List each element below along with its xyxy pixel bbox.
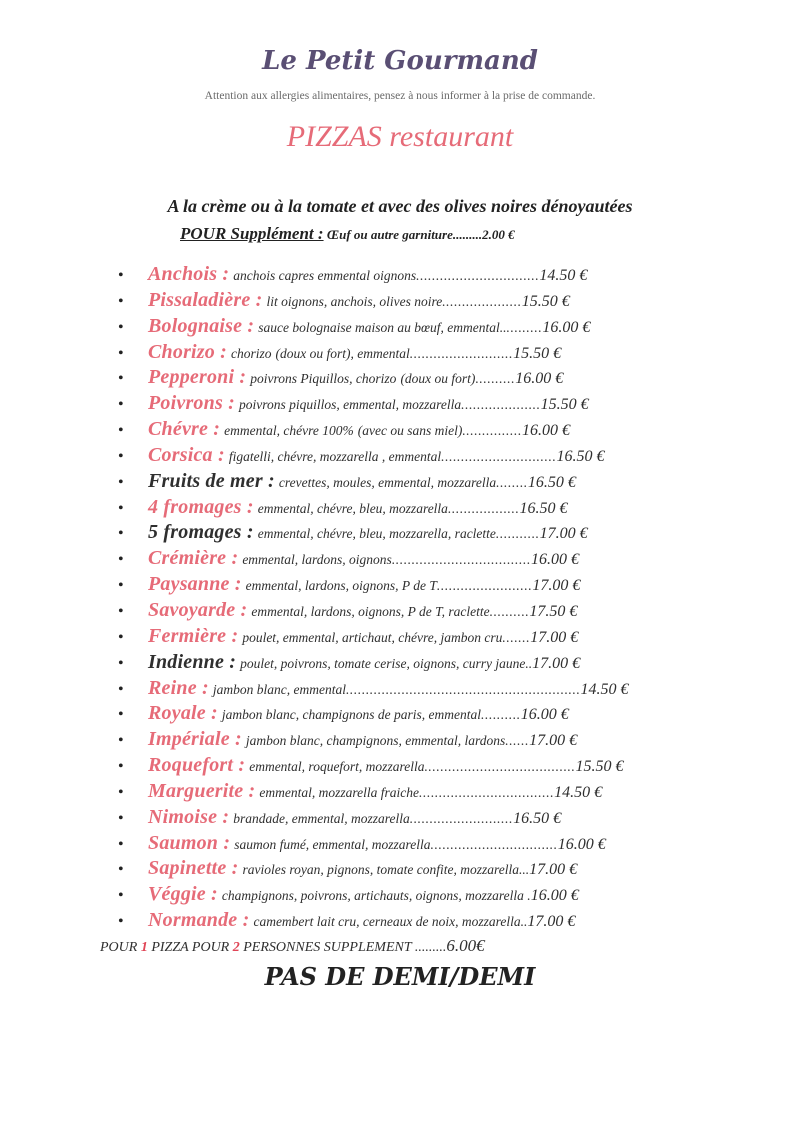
- pizza-description: figatelli, chévre, mozzarella , emmental: [228, 448, 442, 464]
- pizza-note: (doux ou fort): [400, 371, 476, 387]
- pizza-name: Roquefort :: [148, 754, 246, 777]
- pizza-list: [118, 262, 718, 934]
- list-item: [118, 520, 718, 546]
- list-item: [118, 572, 718, 598]
- list-item: [118, 314, 718, 340]
- pizza-description: emmental, roquefort, mozzarella: [249, 759, 425, 775]
- list-item: [118, 469, 718, 495]
- footer-price: 6.00€: [446, 936, 485, 955]
- pizza-name: Savoyarde :: [148, 598, 248, 621]
- bullet-icon: •: [118, 680, 124, 698]
- leader-dots: ..................................: [419, 784, 555, 800]
- pizza-description: poulet, poivrons, tomate cerise, oignons, curry jaune..: [240, 655, 533, 671]
- pizza-note: (doux ou fort): [275, 345, 351, 361]
- bullet-icon: •: [118, 861, 124, 879]
- pizza-name: Indienne :: [148, 650, 237, 673]
- bullet-icon: •: [118, 292, 124, 310]
- pizza-description: poivrons Piquillos, chorizo: [250, 371, 397, 387]
- pizza-price: 15.50 €: [575, 758, 624, 776]
- pizza-name: Marguerite :: [148, 779, 256, 802]
- bullet-icon: •: [118, 809, 124, 827]
- bullet-icon: •: [118, 628, 124, 646]
- leader-dots: ...........................................................: [345, 681, 581, 697]
- leader-dots: ..........................: [409, 345, 514, 361]
- pizza-description: chorizo: [231, 345, 272, 361]
- bullet-icon: •: [118, 602, 124, 620]
- pizza-name: Anchois :: [148, 263, 230, 285]
- pizza-name: Reine :: [148, 676, 209, 699]
- list-item: [118, 727, 718, 753]
- pizza-price: 16.00 €: [530, 551, 579, 569]
- pizza-description: emmental, chévre, bleu, mozzarella, raclette: [257, 526, 496, 542]
- pizza-description: champignons, poivrons, artichauts, oignons, mozzarella .: [221, 888, 531, 904]
- list-item: [118, 650, 718, 676]
- pizza-price: 17.00 €: [532, 654, 581, 672]
- footer-num1: 1: [140, 940, 148, 955]
- pizza-price: 17.00 €: [529, 732, 578, 750]
- footer-part1: POUR: [100, 940, 141, 955]
- leader-dots: ..........: [475, 371, 516, 387]
- list-item: [118, 908, 718, 934]
- list-item: [118, 365, 718, 391]
- pizza-description: poulet, emmental, artichaut, chévre, jambon cru: [242, 629, 503, 645]
- pizza-price: 16.00 €: [521, 422, 570, 440]
- pizza-name: Bolognaise :: [148, 314, 255, 337]
- bullet-icon: •: [118, 267, 124, 284]
- pizza-description: sauce bolognaise maison au bœuf, emmental..: [258, 319, 507, 335]
- list-item: [118, 598, 718, 624]
- pizza-name: Fruits de mer :: [148, 469, 275, 492]
- allergy-note: Attention aux allergies alimentaires, pensez à nous informer à la prise de commande.: [204, 90, 596, 102]
- bullet-icon: •: [118, 887, 124, 905]
- bullet-icon: •: [118, 473, 124, 491]
- list-item: [118, 443, 718, 469]
- pizza-description: lit oignons, anchois, olives noire: [266, 293, 443, 309]
- pizza-name: Impériale :: [148, 728, 242, 751]
- list-item: [118, 831, 718, 857]
- leader-dots: ....................: [442, 293, 522, 309]
- bullet-icon: •: [118, 835, 124, 853]
- pizza-name: Véggie :: [148, 883, 218, 906]
- pizza-name: Pepperoni :: [148, 366, 247, 389]
- pizza-name: Crémière :: [148, 547, 239, 570]
- pizza-description: emmental, chévre, bleu, mozzarella: [257, 500, 448, 516]
- pizza-price: 16.50 €: [527, 473, 576, 491]
- restaurant-name: Le Petit Gourmand: [262, 46, 538, 76]
- leader-dots: ..........: [481, 707, 521, 723]
- pizza-name: Poivrons :: [148, 392, 235, 415]
- pizza-price: 15.50 €: [521, 292, 570, 310]
- bullet-icon: •: [118, 577, 124, 595]
- leader-dots: ........................: [436, 578, 533, 594]
- bullet-icon: •: [118, 654, 124, 672]
- leader-dots: ................................: [430, 836, 558, 852]
- pizza-description: emmental, lardons, oignons, P de T, raclette: [251, 603, 490, 619]
- pizza-price: 17.00 €: [532, 577, 581, 595]
- leader-dots: ..........: [489, 603, 530, 619]
- list-item: [118, 805, 718, 831]
- footer-part2: PIZZA POUR: [147, 940, 233, 955]
- leader-dots: ........: [496, 474, 528, 490]
- footer-supplement: [100, 936, 780, 956]
- pizza-description: emmental, mozzarella fraiche: [259, 784, 420, 800]
- list-item: [118, 882, 718, 908]
- list-item: [118, 856, 718, 882]
- supplement-price: 2.00 €: [482, 227, 515, 242]
- pizza-name: Fermière :: [148, 624, 239, 647]
- bullet-icon: •: [118, 499, 124, 517]
- pizza-price: 17.00 €: [529, 861, 578, 879]
- pizza-price: 16.50 €: [519, 499, 568, 517]
- pizza-name: Pissaladière :: [148, 288, 263, 311]
- list-item: [118, 417, 718, 443]
- bullet-icon: •: [118, 422, 124, 440]
- bullet-icon: •: [118, 758, 124, 776]
- bullet-icon: •: [118, 396, 124, 414]
- list-item: [118, 676, 718, 702]
- pizza-description: brandade, emmental, mozzarella: [233, 810, 410, 826]
- pizza-price: 17.00 €: [530, 628, 579, 646]
- list-item: [118, 391, 718, 417]
- pizza-description: poivrons piquillos, emmental, mozzarella: [239, 397, 462, 413]
- supplement-line: [180, 224, 740, 244]
- bullet-icon: •: [118, 783, 124, 801]
- pizza-description: jambon blanc, emmental: [212, 681, 346, 697]
- list-item: [118, 753, 718, 779]
- leader-dots: ...........: [495, 526, 540, 542]
- pizza-name: Normande :: [148, 909, 250, 932]
- pizza-description: saumon fumé, emmental, mozzarella: [234, 836, 431, 852]
- pizza-price: 14.50 €: [539, 267, 588, 284]
- list-item: [118, 779, 718, 805]
- list-item: [118, 340, 718, 366]
- pizza-price: 16.00 €: [515, 370, 564, 388]
- pizza-price: 16.00 €: [542, 318, 591, 336]
- pizza-description-end: , emmental: [350, 345, 410, 361]
- list-item: [118, 546, 718, 572]
- list-item: [118, 701, 718, 727]
- footer-dots: .........: [414, 940, 447, 955]
- pizza-price: 16.00 €: [530, 887, 579, 905]
- pizza-price: 17.00 €: [527, 913, 576, 931]
- leader-dots: ...............................: [416, 268, 540, 283]
- pizza-price: 16.50 €: [513, 809, 562, 827]
- pizza-description: emmental, chévre 100%: [224, 423, 354, 439]
- pizza-price: 17.50 €: [529, 602, 578, 620]
- bullet-icon: •: [118, 447, 124, 465]
- footer-part3: PERSONNES SUPPLEMENT: [239, 940, 415, 955]
- leader-dots: .......: [502, 629, 531, 645]
- pizza-name: Chorizo :: [148, 340, 228, 363]
- pizza-name: Nimoise :: [148, 805, 230, 828]
- leader-dots: ......: [505, 733, 530, 749]
- list-item: [118, 624, 718, 650]
- leader-dots: ..........................: [409, 810, 514, 826]
- leader-dots: .........: [506, 319, 543, 335]
- pizza-price: 14.50 €: [554, 783, 603, 801]
- bullet-icon: •: [118, 913, 124, 931]
- leader-dots: .............................: [441, 448, 557, 464]
- pizza-price: 15.50 €: [540, 396, 589, 414]
- pizza-name: 5 fromages :: [148, 521, 254, 544]
- bullet-icon: •: [118, 551, 124, 569]
- pizza-name: Royale :: [148, 702, 218, 725]
- leader-dots: ...................................: [391, 552, 531, 568]
- pizza-description: emmental, lardons, oignons, P de T: [245, 578, 437, 594]
- list-item: [118, 495, 718, 521]
- pizza-description: jambon blanc, champignons de paris, emmental: [221, 707, 482, 723]
- pizza-name: Sapinette :: [148, 857, 239, 880]
- pizza-name: 4 fromages :: [148, 495, 254, 518]
- pizza-description: ravioles royan, pignons, tomate confite, mozzarella...: [242, 862, 530, 878]
- leader-dots: ...............: [462, 423, 522, 439]
- pizza-price: 15.50 €: [513, 344, 562, 362]
- pizza-name: Paysanne :: [148, 573, 242, 596]
- pizza-description: emmental, lardons, oignons: [242, 552, 392, 568]
- supplement-dots: .........: [452, 227, 483, 242]
- pizza-description: anchois capres emmental oignons: [233, 268, 417, 283]
- pizza-name: Corsica :: [148, 443, 225, 466]
- pizza-price: 14.50 €: [580, 680, 629, 698]
- pizza-price: 16.50 €: [556, 447, 605, 465]
- list-item: [118, 288, 718, 314]
- pizza-price: 17.00 €: [539, 525, 588, 543]
- bullet-icon: •: [118, 370, 124, 388]
- category-title: PIZZAS restaurant: [286, 120, 514, 153]
- pizza-description: crevettes, moules, emmental, mozzarella: [278, 474, 497, 490]
- bullet-icon: •: [118, 525, 124, 543]
- bullet-icon: •: [118, 706, 124, 724]
- bullet-icon: •: [118, 732, 124, 750]
- leader-dots: ....................: [461, 397, 541, 413]
- pizza-note: (avec ou sans miel): [357, 423, 463, 439]
- list-item: [118, 262, 718, 288]
- pizza-price: 16.00 €: [520, 706, 569, 724]
- pizza-name: Saumon :: [148, 831, 231, 854]
- pizza-description: camembert lait cru, cerneaux de noix, mozzarella..: [253, 914, 528, 930]
- intro-text: A la crème ou à la tomate et avec des olives noires dénoyautées: [167, 196, 633, 216]
- pizza-price: 16.00 €: [557, 835, 606, 853]
- bullet-icon: •: [118, 344, 124, 362]
- supplement-text: Œuf ou autre garniture: [326, 227, 453, 242]
- bullet-icon: •: [118, 318, 124, 336]
- leader-dots: ......................................: [424, 759, 576, 775]
- supplement-label: POUR Supplément :: [180, 224, 324, 243]
- no-half-notice: PAS DE DEMI/DEMI: [264, 962, 536, 991]
- leader-dots: ..................: [447, 500, 520, 516]
- pizza-name: Chévre :: [148, 418, 221, 441]
- footer-num2: 2: [232, 940, 240, 955]
- pizza-description: jambon blanc, champignons, emmental, lardons: [245, 733, 506, 749]
